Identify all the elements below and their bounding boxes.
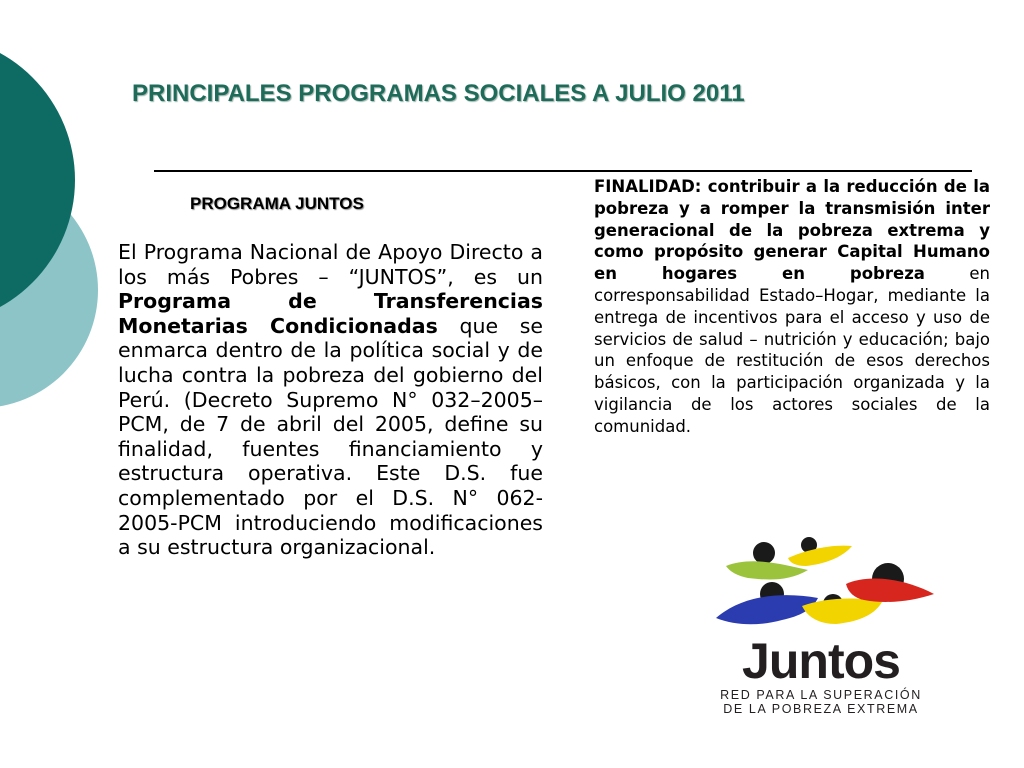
juntos-logo <box>696 536 946 718</box>
description-bold: Programa de Transferencias Monetarias Condicionadas <box>118 289 543 338</box>
program-subtitle: PROGRAMA JUNTOS <box>190 194 364 213</box>
description-part-1: El Programa Nacional de Apoyo Directo a los más Pobres – “JUNTOS”, es un <box>118 240 543 289</box>
decorative-circles <box>0 0 130 420</box>
logo-tagline-line-1: RED PARA LA SUPERACIÓN <box>720 688 922 702</box>
program-purpose <box>594 176 990 438</box>
logo-figures-icon <box>696 536 946 640</box>
slide-title: PRINCIPALES PROGRAMAS SOCIALES A JULIO 2011 <box>132 80 745 107</box>
program-description <box>118 240 543 560</box>
description-part-2: que se enmarca dentro de la política social y de lucha contra la pobreza del gobierno del Perú. (Decreto Supremo N° 032–2005–PCM, de 7 de abril del 2005, define su finalidad, fuentes financiamiento y estructura operativa. Este D.S. fue complementado por el D.S. N° 062-2005-PCM introduciendo modificaciones a su estructura organizacional. <box>118 313 544 560</box>
logo-tagline-line-2: DE LA POBREZA EXTREMA <box>723 702 919 716</box>
title-divider <box>154 170 972 172</box>
purpose-rest: en corresponsabilidad Estado–Hogar, mediante la entrega de incentivos para el acceso y uso de servicios de salud – nutrición y educación; bajo un enfoque de restitución de esos derechos básicos, con la participación organizada y la vigilancia de los actores sociales de la comunidad. <box>594 264 990 436</box>
purpose-bold: FINALIDAD: contribuir a la reducción de la pobreza y a romper la transmisión inter generacional de la pobreza extrema y como propósito generar Capital Humano en hogares en pobreza <box>594 177 990 284</box>
logo-wordmark: Juntos <box>742 633 900 689</box>
